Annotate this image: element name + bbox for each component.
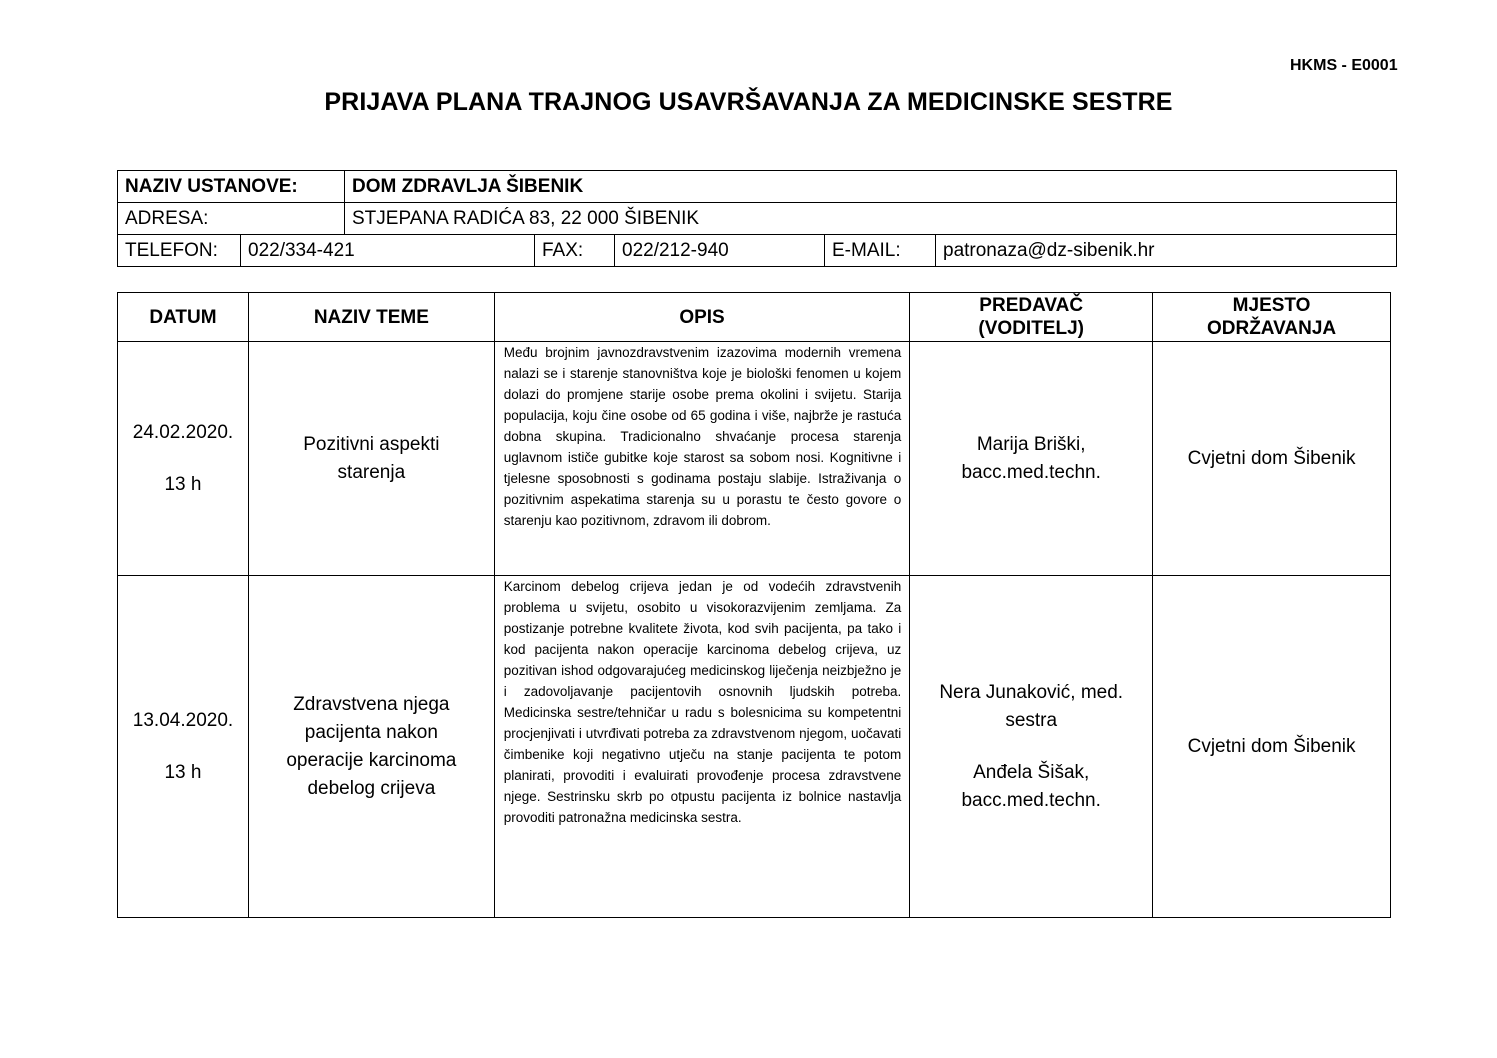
training-plan-table — [117, 292, 1391, 918]
header-lecturer — [910, 293, 1153, 342]
header-lecturer-line2: (VODITELJ) — [978, 318, 1084, 339]
topic-line: starenja — [337, 461, 406, 483]
lecturer-line: bacc.med.techn. — [961, 789, 1101, 811]
topic-cell — [248, 576, 494, 918]
header-date: DATUM — [118, 293, 249, 342]
topic-line: pacijenta nakon — [304, 721, 438, 743]
table-row — [118, 576, 1391, 918]
time-text: 13 h — [164, 761, 202, 783]
description-cell: Među brojnim javnozdravstvenim izazovima modernih vremena nalazi se i starenje stanovništva koje je biološki fenomen u kojem dolazi do promjene starije osobe prema okolini i svijetu. Starija populacija, koju čine osobe od 65 godina i više, najbrže je rastuća dobna skupina. Tradicionalno shvaćanje procesa starenja uglavnom ističe gubitke koje starost sa sobom nosi. Kognitivne i tjelesne sposobnosti s godinama postaju slabije. Istraživanja o pozitivnim aspekatima starenja su u porastu te često govore o starenju kao pozitivnom, zdravom ili dobrom. — [494, 342, 910, 576]
address-value: STJEPANA RADIĆA 83, 22 000 ŠIBENIK — [345, 203, 1397, 235]
phone-value: 022/334-421 — [241, 235, 535, 267]
fax-label: FAX: — [535, 235, 615, 267]
header-location — [1153, 293, 1391, 342]
date-cell — [118, 576, 249, 918]
topic-line: debelog crijeva — [307, 777, 436, 799]
date-text: 24.02.2020. — [132, 421, 234, 443]
topic-cell — [248, 342, 494, 576]
topic-line: operacije karcinoma — [286, 749, 457, 771]
lecturer-line: sestra — [1005, 709, 1058, 731]
header-topic: NAZIV TEME — [248, 293, 494, 342]
header-location-line1: MJESTO — [1232, 295, 1311, 316]
topic-line: Zdravstvena njega — [293, 693, 450, 715]
date-cell — [118, 342, 249, 576]
lecturer-line: bacc.med.techn. — [961, 461, 1101, 483]
institution-name-row — [118, 171, 1397, 203]
table-header-row — [118, 293, 1391, 342]
email-label: E-MAIL: — [825, 235, 936, 267]
institution-info-table — [117, 170, 1397, 267]
lecturer-line: Nera Junaković, med. — [939, 681, 1124, 703]
institution-name-value: DOM ZDRAVLJA ŠIBENIK — [345, 171, 1397, 203]
lecturer-line: Marija Briški, — [976, 433, 1086, 455]
lecturer-line: Anđela Šišak, — [973, 761, 1090, 783]
header-description: OPIS — [494, 293, 910, 342]
location-cell: Cvjetni dom Šibenik — [1153, 342, 1391, 576]
institution-address-row — [118, 203, 1397, 235]
description-cell: Karcinom debelog crijeva jedan je od vodećih zdravstvenih problema u svijetu, osobito u visokorazvijenim zemljama. Za postizanje potrebne kvalitete života, kod svih pacijenta, pa tako i kod pacijenta nakon operacije karcinoma debelog crijeva, uz pozitivan ishod odgovarajućeg medicinskog liječenja neizbježno je i zadovoljavanje pacijentovih osnovnih ljudskih potreba. Medicinska sestre/tehničar u radu s bolesnicima su kompetentni procjenjivati i utvrđivati potreba za zdravstvenom njegom, uočavati čimbenike koji negativno utječu na stanje pacijenta te potom planirati, provoditi i evaluirati provođenje procesa zdravstvene njege. Sestrinsku skrb po otpustu pacijenta iz bolnice nastavlja provoditi patronažna medicinska sestra. — [494, 576, 910, 918]
institution-contact-row — [118, 235, 1397, 267]
document-code: HKMS - E0001 — [1290, 57, 1398, 74]
topic-line: Pozitivni aspekti — [303, 433, 440, 455]
fax-value: 022/212-940 — [615, 235, 825, 267]
header-lecturer-line1: PREDAVAČ — [979, 295, 1084, 316]
institution-name-label: NAZIV USTANOVE: — [118, 171, 345, 203]
page-title: PRIJAVA PLANA TRAJNOG USAVRŠAVANJA ZA MEDICINSKE SESTRE — [324, 88, 1173, 116]
phone-label: TELEFON: — [118, 235, 241, 267]
lecturer-cell — [910, 342, 1153, 576]
header-location-line2: ODRŽAVANJA — [1206, 318, 1337, 339]
date-text: 13.04.2020. — [132, 709, 234, 731]
address-label: ADRESA: — [118, 203, 345, 235]
table-row — [118, 342, 1391, 576]
time-text: 13 h — [164, 473, 202, 495]
email-value: patronaza@dz-sibenik.hr — [936, 235, 1397, 267]
location-cell: Cvjetni dom Šibenik — [1153, 576, 1391, 918]
lecturer-cell — [910, 576, 1153, 918]
